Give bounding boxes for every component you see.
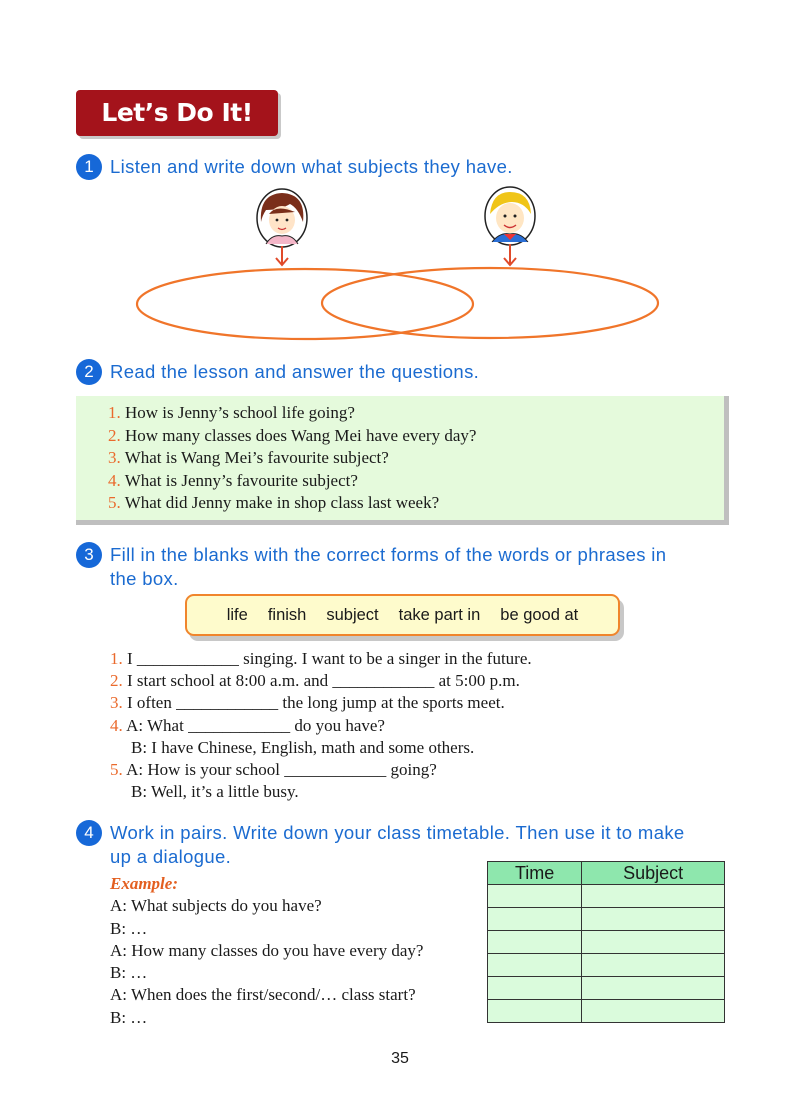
lets-do-it-banner: Let’s Do It!	[76, 90, 278, 136]
question-text: What did Jenny make in shop class last week?	[124, 493, 440, 512]
venn-right-ellipse	[322, 268, 658, 338]
dialogue-line: A: What subjects do you have?	[110, 896, 322, 916]
section-4-heading-line1: Work in pairs. Write down your class timetable. Then use it to make	[110, 822, 685, 843]
timetable-cell[interactable]	[582, 1000, 725, 1023]
list-item	[108, 470, 476, 493]
section-2-number: 2	[76, 359, 102, 385]
timetable-cell[interactable]	[582, 931, 725, 954]
list-item	[108, 402, 476, 425]
section-1-heading: Listen and write down what subjects they have.	[110, 156, 513, 177]
table-row	[488, 885, 725, 908]
question-number: 2.	[108, 425, 121, 445]
question-text: How many classes does Wang Mei have every day?	[125, 425, 477, 445]
fill-number: 2.	[110, 671, 123, 691]
timetable-header-time: Time	[488, 862, 582, 885]
fill-text: B: Well, it’s a little busy.	[131, 782, 299, 802]
list-item	[110, 737, 532, 759]
fill-text: A: What ____________ do you have?	[126, 715, 385, 735]
list-item	[110, 781, 532, 803]
fill-number: 5.	[110, 760, 123, 780]
question-number: 4.	[108, 470, 121, 490]
section-3-heading-line2: the box.	[110, 568, 179, 589]
table-row	[488, 931, 725, 954]
word-box-item: finish	[267, 605, 307, 624]
venn-illustration	[120, 184, 680, 354]
list-item	[110, 715, 532, 737]
fill-in-list	[110, 648, 532, 803]
timetable-header-subject: Subject	[582, 862, 725, 885]
fill-number: 3.	[110, 693, 123, 713]
section-1-number: 1	[76, 154, 102, 180]
section-4-heading-line2: up a dialogue.	[110, 846, 232, 867]
list-item	[110, 759, 532, 781]
venn-left-ellipse	[137, 269, 473, 339]
timetable-cell[interactable]	[488, 908, 582, 931]
fill-text: I start school at 8:00 a.m. and ____________ at 5:00 p.m.	[127, 671, 520, 691]
word-box-item: take part in	[398, 605, 481, 624]
questions-box	[76, 396, 729, 525]
page-number: 35	[391, 1050, 409, 1067]
list-item	[108, 425, 476, 448]
girl-arrow-icon	[276, 246, 288, 265]
dialogue-line: A: When does the first/second/… class start?	[110, 985, 416, 1005]
word-box	[185, 594, 620, 636]
timetable-cell[interactable]	[582, 908, 725, 931]
question-number: 3.	[108, 448, 121, 467]
section-2-heading: Read the lesson and answer the questions.	[110, 361, 480, 382]
fill-number: 1.	[110, 649, 123, 668]
section-3-number: 3	[76, 542, 102, 568]
fill-text: A: How is your school ____________ going?	[126, 760, 437, 780]
example-dialogue	[110, 873, 423, 1029]
list-item	[110, 692, 532, 714]
list-item	[110, 670, 532, 692]
list-item	[108, 492, 476, 515]
word-box-item: subject	[326, 605, 379, 624]
timetable-cell[interactable]	[582, 977, 725, 1000]
dialogue-line: A: How many classes do you have every day?	[110, 940, 424, 960]
dialogue-line: B: …	[110, 918, 148, 938]
timetable-header-row	[488, 862, 725, 885]
dialogue-line: B: …	[110, 1007, 148, 1027]
fill-number: 4.	[110, 715, 123, 735]
timetable-cell[interactable]	[488, 885, 582, 908]
boy-arrow-icon	[504, 244, 516, 265]
girl-avatar-icon	[257, 189, 307, 247]
table-row	[488, 954, 725, 977]
fill-text: B: I have Chinese, English, math and some others.	[131, 737, 475, 757]
dialogue-line: B: …	[110, 963, 148, 983]
question-text: What is Wang Mei’s favourite subject?	[124, 448, 389, 467]
table-row	[488, 1000, 725, 1023]
timetable-cell[interactable]	[582, 954, 725, 977]
timetable-cell[interactable]	[488, 977, 582, 1000]
fill-text: I ____________ singing. I want to be a singer in the future.	[127, 649, 532, 668]
boy-avatar-icon	[485, 187, 535, 245]
section-3-heading	[110, 543, 666, 591]
timetable-cell[interactable]	[488, 954, 582, 977]
timetable-cell[interactable]	[488, 931, 582, 954]
list-item	[110, 648, 532, 670]
timetable	[487, 861, 725, 1023]
section-4-number: 4	[76, 820, 102, 846]
list-item	[108, 447, 476, 470]
table-row	[488, 908, 725, 931]
section-3-heading-line1: Fill in the blanks with the correct forms of the words or phrases in	[110, 544, 667, 565]
question-text: What is Jenny’s favourite subject?	[124, 470, 358, 490]
question-text: How is Jenny’s school life going?	[125, 403, 355, 422]
question-list	[108, 402, 476, 515]
question-number: 1.	[108, 403, 121, 422]
fill-text: I often ____________ the long jump at the sports meet.	[127, 693, 505, 713]
question-number: 5.	[108, 493, 121, 512]
example-label: Example:	[110, 874, 178, 893]
timetable-cell[interactable]	[488, 1000, 582, 1023]
table-row	[488, 977, 725, 1000]
timetable-cell[interactable]	[582, 885, 725, 908]
word-box-item: be good at	[500, 605, 579, 624]
word-box-item: life	[226, 605, 248, 624]
